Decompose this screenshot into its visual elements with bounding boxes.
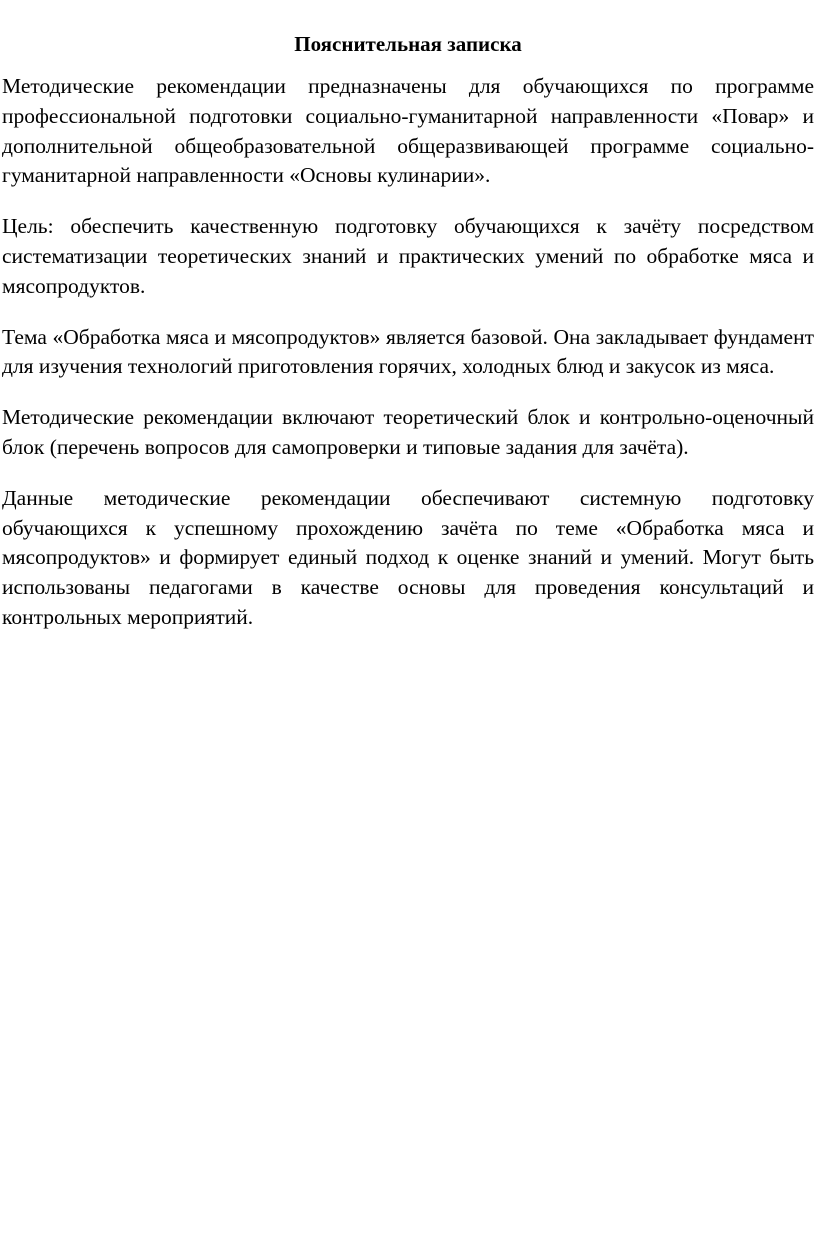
document-page xyxy=(2,30,814,654)
paragraph-purpose: Методические рекомендации предназначены для обучающихся по программе профессиональной подготовки социально-гуманитарной направленности «Повар» и дополнительной общеобразовательной общеразвивающей программе социально-гуманитарной направленности «Основы кулинарии». xyxy=(2,74,814,188)
paragraph-summary: Данные методические рекомендации обеспечивают системную подготовку обучающихся к успешному прохождению зачёта по теме «Обработка мяса и мясопродуктов» и формирует единый подход к оценке знаний и умений. Могут быть использованы педагогами в качестве основы для проведения консультаций и контрольных мероприятий. xyxy=(2,485,814,629)
paragraph-topic: Тема «Обработка мяса и мясопродуктов» является базовой. Она закладывает фундамент для изучения технологий приготовления горячих, холодных блюд и закусок из мяса. xyxy=(2,324,814,379)
paragraph-contents: Методические рекомендации включают теоретический блок и контрольно-оценочный блок (перечень вопросов для самопроверки и типовые задания для зачёта). xyxy=(2,405,814,459)
document-title: Пояснительная записка xyxy=(294,32,522,56)
paragraph-goal: Цель: обеспечить качественную подготовку обучающихся к зачёту посредством систематизации теоретических знаний и практических умений по обработке мяса и мясопродуктов. xyxy=(2,214,814,298)
